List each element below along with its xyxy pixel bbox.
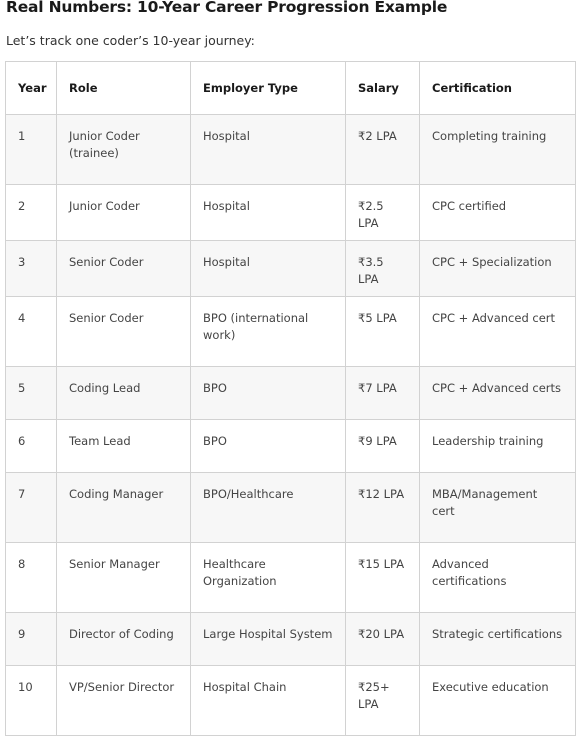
cell-employer: Hospital	[191, 115, 346, 185]
cell-role: Team Lead	[57, 420, 191, 473]
cell-salary: ₹3.5 LPA	[346, 241, 420, 297]
cell-role: Junior Coder	[57, 185, 191, 241]
cell-employer: Healthcare Organization	[191, 543, 346, 613]
cell-role: Director of Coding	[57, 613, 191, 666]
intro-text: Let’s track one coder’s 10-year journey:	[6, 33, 255, 48]
cell-year: 3	[6, 241, 57, 297]
cell-salary: ₹9 LPA	[346, 420, 420, 473]
cell-salary: ₹12 LPA	[346, 473, 420, 543]
cell-employer: BPO	[191, 420, 346, 473]
cell-employer: Hospital	[191, 185, 346, 241]
cell-role: Coding Manager	[57, 473, 191, 543]
header-certification: Certification	[420, 62, 576, 115]
table-row	[6, 420, 576, 473]
cell-certification: CPC + Specialization	[420, 241, 576, 297]
cell-salary: ₹5 LPA	[346, 297, 420, 367]
cell-salary: ₹15 LPA	[346, 543, 420, 613]
cell-certification: Advanced certifications	[420, 543, 576, 613]
table-row	[6, 613, 576, 666]
table-row	[6, 297, 576, 367]
table-row	[6, 473, 576, 543]
cell-year: 4	[6, 297, 57, 367]
cell-role: Coding Lead	[57, 367, 191, 420]
cell-year: 8	[6, 543, 57, 613]
cell-certification: Completing training	[420, 115, 576, 185]
table-row	[6, 543, 576, 613]
cell-certification: MBA/Management cert	[420, 473, 576, 543]
table-row	[6, 185, 576, 241]
cell-role: Senior Coder	[57, 297, 191, 367]
cell-employer: BPO (international work)	[191, 297, 346, 367]
cell-role: VP/Senior Director	[57, 666, 191, 736]
cell-employer: BPO/Healthcare	[191, 473, 346, 543]
cell-salary: ₹25+ LPA	[346, 666, 420, 736]
cell-role: Senior Coder	[57, 241, 191, 297]
cell-year: 7	[6, 473, 57, 543]
cell-employer: BPO	[191, 367, 346, 420]
header-employer-type: Employer Type	[191, 62, 346, 115]
header-role: Role	[57, 62, 191, 115]
cell-certification: CPC + Advanced cert	[420, 297, 576, 367]
cell-salary: ₹20 LPA	[346, 613, 420, 666]
table-row	[6, 115, 576, 185]
cell-year: 10	[6, 666, 57, 736]
table-row	[6, 367, 576, 420]
cell-certification: Leadership training	[420, 420, 576, 473]
cell-year: 1	[6, 115, 57, 185]
cell-year: 5	[6, 367, 57, 420]
cell-salary: ₹2 LPA	[346, 115, 420, 185]
table-row	[6, 241, 576, 297]
cell-employer: Hospital Chain	[191, 666, 346, 736]
cell-salary: ₹7 LPA	[346, 367, 420, 420]
cell-certification: Strategic certifications	[420, 613, 576, 666]
cell-role: Junior Coder (trainee)	[57, 115, 191, 185]
cell-salary: ₹2.5 LPA	[346, 185, 420, 241]
cell-year: 6	[6, 420, 57, 473]
cell-year: 2	[6, 185, 57, 241]
section-heading: Real Numbers: 10-Year Career Progression Example	[6, 0, 448, 16]
cell-certification: Executive education	[420, 666, 576, 736]
cell-employer: Large Hospital System	[191, 613, 346, 666]
header-salary: Salary	[346, 62, 420, 115]
table-header-row	[6, 62, 576, 115]
cell-employer: Hospital	[191, 241, 346, 297]
cell-role: Senior Manager	[57, 543, 191, 613]
cell-certification: CPC certified	[420, 185, 576, 241]
cell-year: 9	[6, 613, 57, 666]
career-progression-table	[5, 61, 576, 736]
table-row	[6, 666, 576, 736]
header-year: Year	[6, 62, 57, 115]
cell-certification: CPC + Advanced certs	[420, 367, 576, 420]
